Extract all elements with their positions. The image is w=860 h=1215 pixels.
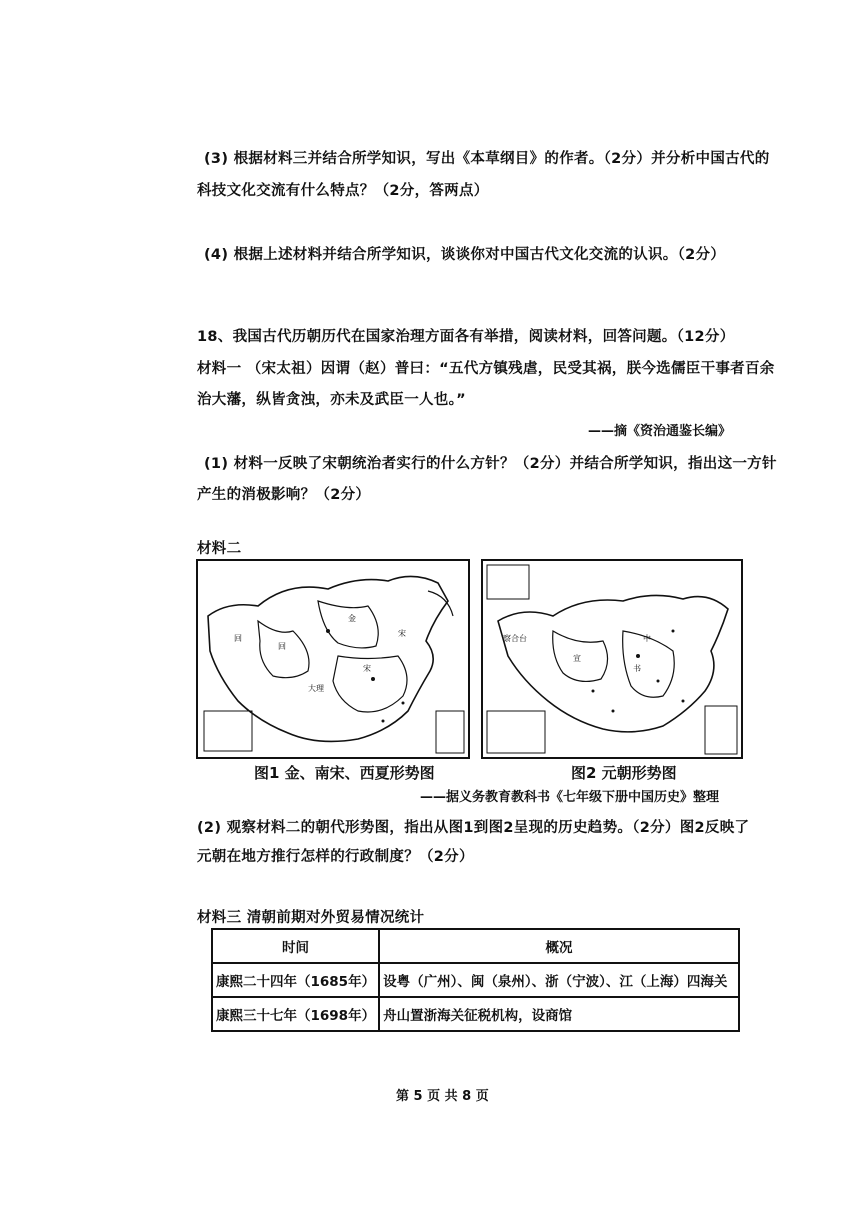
table-cell-time: 康熙二十四年（1685年） — [212, 963, 379, 997]
material-2-label: 材料二 — [197, 541, 242, 557]
question-3-line-1: (3) 根据材料三并结合所学知识，写出《本草纲目》的作者。（2分）并分析中国古代的 — [204, 151, 770, 167]
table-row — [212, 963, 739, 997]
svg-text:书: 书 — [633, 664, 641, 673]
table-cell-overview: 舟山置浙海关征税机构，设商馆 — [379, 997, 739, 1031]
material-3-label: 材料三 清朝前期对外贸易情况统计 — [197, 910, 425, 926]
table-cell-time: 康熙三十七年（1698年） — [212, 997, 379, 1031]
figures-source: ——据义务教育教科书《七年级下册中国历史》整理 — [420, 790, 720, 805]
svg-text:宣: 宣 — [573, 654, 581, 663]
question-4: (4) 根据上述材料并结合所学知识，谈谈你对中国古代文化交流的认识。（2分） — [204, 247, 726, 263]
trade-table — [211, 928, 740, 1032]
subquestion-2-line-2: 元朝在地方推行怎样的行政制度？（2分） — [197, 849, 474, 865]
svg-text:中: 中 — [643, 634, 651, 643]
svg-text:大理: 大理 — [308, 684, 324, 693]
svg-text:金: 金 — [348, 614, 356, 623]
figure-2-caption: 图2 元朝形势图 — [571, 764, 677, 782]
figure-1-caption: 图1 金、南宋、西夏形势图 — [254, 764, 435, 782]
subquestion-2-line-1: (2) 观察材料二的朝代形势图，指出从图1到图2呈现的历史趋势。（2分）图2反映了 — [197, 820, 750, 836]
subquestion-1-line-2: 产生的消极影响？（2分） — [197, 487, 371, 503]
svg-text:宋: 宋 — [363, 664, 371, 673]
map-2-drawing — [483, 561, 741, 757]
table-cell-overview: 设粤（广州）、闽（泉州）、浙（宁波）、江（上海）四海关 — [379, 963, 739, 997]
map-figure-2 — [481, 559, 743, 759]
page-number: 第 5 页 共 8 页 — [396, 1089, 489, 1104]
table-header-time: 时间 — [212, 929, 379, 963]
map-figure-1 — [196, 559, 470, 759]
material-1-line-2: 治大藩，纵皆贪浊，亦未及武臣一人也。” — [197, 392, 466, 408]
subquestion-1-line-1: (1) 材料一反映了宋朝统治者实行的什么方针？（2分）并结合所学知识，指出这一方针 — [204, 456, 777, 472]
svg-text:宋: 宋 — [398, 629, 406, 638]
map-1-drawing — [198, 561, 468, 757]
question-3-line-2: 科技文化交流有什么特点？（2分，答两点） — [197, 183, 489, 199]
svg-text:回: 回 — [234, 634, 242, 643]
svg-text:察合台: 察合台 — [503, 634, 527, 643]
table-row — [212, 997, 739, 1031]
table-header-overview: 概况 — [379, 929, 739, 963]
svg-text:回: 回 — [278, 642, 286, 651]
material-1-line-1: 材料一 （宋太祖）因谓（赵）普曰：“五代方镇残虐，民受其祸，朕今选儒臣干事者百余 — [197, 361, 775, 377]
table-header-row — [212, 929, 739, 963]
material-1-source: ——摘《资治通鉴长编》 — [588, 424, 732, 439]
question-18-title: 18、我国古代历朝历代在国家治理方面各有举措，阅读材料，回答问题。（12分） — [197, 329, 735, 345]
